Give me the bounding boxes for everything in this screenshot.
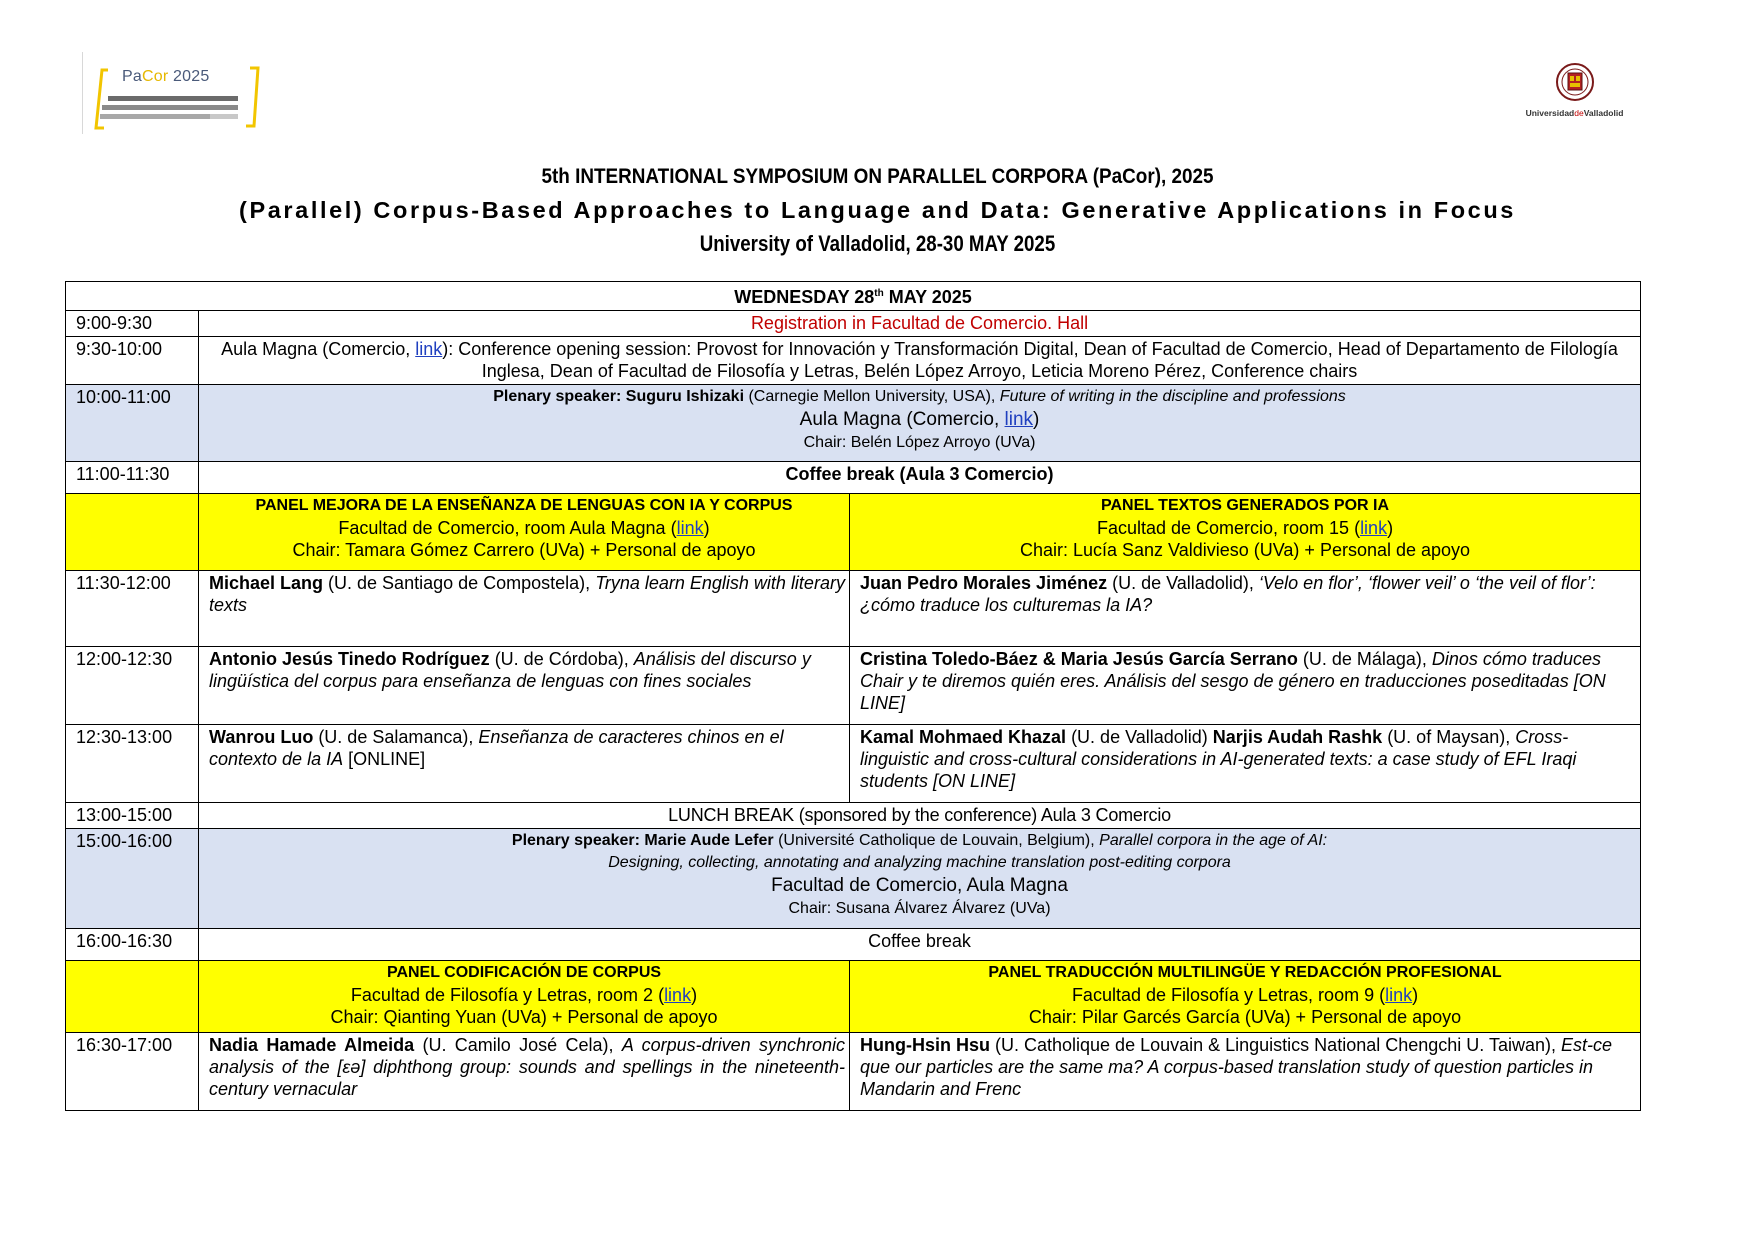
talk-cell: Wanrou Luo (U. de Salamanca), Enseñanza de caracteres chinos en el contexto de la IA [ONLINE] xyxy=(199,725,850,803)
registration-cell: Registration in Facultad de Comercio. Hall xyxy=(199,311,1641,337)
time-cell: 16:00-16:30 xyxy=(66,929,199,961)
pacor-logo-graphic xyxy=(82,52,262,134)
table-row xyxy=(66,829,1641,929)
time-cell: 13:00-15:00 xyxy=(66,803,199,829)
talk-cell: Juan Pedro Morales Jiménez (U. de Valladolid), ‘Velo en flor’, ‘flower veil’ o ‘the veil of flor’: ¿cómo traduce los culturemas la IA? xyxy=(850,571,1641,647)
panel-left-header: PANEL MEJORA DE LA ENSEÑANZA DE LENGUAS CON IA Y CORPUS Facultad de Comercio, room Aula Magna (link) Chair: Tamara Gómez Carrero (UVa) + Personal de apoyo xyxy=(199,494,850,571)
time-cell: 9:00-9:30 xyxy=(66,311,199,337)
time-cell: 11:00-11:30 xyxy=(66,462,199,494)
talk-cell: Cristina Toledo-Báez & Maria Jesús García Serrano (U. de Málaga), Dinos cómo traduces Chair y te diremos quién eres. Análisis del sesgo de género en traducciones poseditadas [ON LINE] xyxy=(850,647,1641,725)
plenary1-link[interactable]: link xyxy=(1004,409,1034,430)
university-seal-icon xyxy=(1555,62,1595,102)
coffee-break-cell: Coffee break (Aula 3 Comercio) xyxy=(199,462,1641,494)
table-row xyxy=(66,311,1641,337)
uva-logo-name: UniversidaddeValladolid xyxy=(1525,108,1624,118)
program-table xyxy=(65,281,1641,1111)
symposium-subtitle: (Parallel) Corpus-Based Approaches to Language and Data: Generative Applications in Focus xyxy=(239,197,1516,223)
time-cell: 12:00-12:30 xyxy=(66,647,199,725)
table-row xyxy=(66,803,1641,829)
panel-left-header: PANEL CODIFICACIÓN DE CORPUS Facultad de Filosofía y Letras, room 2 (link) Chair: Qianting Yuan (UVa) + Personal de apoyo xyxy=(199,961,850,1033)
lunch-cell: LUNCH BREAK (sponsored by the conference) Aula 3 Comercio xyxy=(199,803,1641,829)
symposium-title: 5th INTERNATIONAL SYMPOSIUM ON PARALLEL CORPORA (PaCor), 2025 xyxy=(541,165,1214,188)
pacor-logo xyxy=(82,52,262,134)
day-header-row xyxy=(66,282,1641,311)
table-row xyxy=(66,647,1641,725)
opening-session-cell: Aula Magna (Comercio, link): Conference opening session: Provost for Innovación y Transformación Digital, Dean of Facultad de Comercio, Head of Departamento de Filología Inglesa, Dean of Facultad de Filosofía y Letras, Belén López Arroyo, Leticia Moreno Pérez, Conference chairs xyxy=(199,337,1641,385)
panel-header-row xyxy=(66,961,1641,1033)
table-row xyxy=(66,462,1641,494)
panel-right-header: PANEL TEXTOS GENERADOS POR IA Facultad de Comercio, room 15 (link) Chair: Lucía Sanz Valdivieso (UVa) + Personal de apoyo xyxy=(850,494,1641,571)
empty-time-cell xyxy=(66,494,199,571)
uva-logo xyxy=(1512,62,1637,132)
table-row xyxy=(66,337,1641,385)
panel-right-link[interactable]: link xyxy=(1360,518,1388,538)
table-row xyxy=(66,571,1641,647)
panel-right-link[interactable]: link xyxy=(1385,985,1413,1005)
talk-cell: Kamal Mohmaed Khazal (U. de Valladolid) Narjis Audah Rashk (U. of Maysan), Cross-linguistic and cross-cultural considerations in AI-generated texts: a case study of EFL Iraqi students [ON LINE] xyxy=(850,725,1641,803)
empty-time-cell xyxy=(66,961,199,1033)
table-row xyxy=(66,929,1641,961)
talk-cell: Hung-Hsin Hsu (U. Catholique de Louvain & Linguistics National Chengchi U. Taiwan), Est-ce que our particles are the same ma? A corpus-based translation study of question particles in Mandarin and Frenc xyxy=(850,1033,1641,1111)
opening-link[interactable]: link xyxy=(415,339,443,359)
table-row xyxy=(66,725,1641,803)
talk-cell: Antonio Jesús Tinedo Rodríguez (U. de Córdoba), Análisis del discurso y lingüística del corpus para enseñanza de lenguas con fines sociales xyxy=(199,647,850,725)
talk-cell: Michael Lang (U. de Santiago de Compostela), Tryna learn English with literary texts xyxy=(199,571,850,647)
talk-cell: Nadia Hamade Almeida (U. Camilo José Cela), A corpus-driven synchronic analysis of the [εə] diphthong group: sounds and spellings in the nineteenth-century vernacular xyxy=(199,1033,850,1111)
panel-left-link[interactable]: link xyxy=(676,518,704,538)
day-header: WEDNESDAY 28th MAY 2025 xyxy=(66,282,1641,311)
plenary-cell: Plenary speaker: Marie Aude Lefer (Université Catholique de Louvain, Belgium), Parallel corpora in the age of AI: Designing, collecting, annotating and analyzing machine translation post-editing corpora Facultad de Comercio, Aula Magna Chair: Susana Álvarez Álvarez (UVa) xyxy=(199,829,1641,929)
time-cell: 10:00-11:00 xyxy=(66,385,199,462)
time-cell: 12:30-13:00 xyxy=(66,725,199,803)
time-cell: 11:30-12:00 xyxy=(66,571,199,647)
symposium-venue-dates: University of Valladolid, 28-30 MAY 2025 xyxy=(699,231,1056,256)
plenary-cell: Plenary speaker: Suguru Ishizaki (Carnegie Mellon University, USA), Future of writing in the discipline and professions Aula Magna (Comercio, link) Chair: Belén López Arroyo (UVa) xyxy=(199,385,1641,462)
panel-left-link[interactable]: link xyxy=(664,985,692,1005)
time-cell: 9:30-10:00 xyxy=(66,337,199,385)
table-row xyxy=(66,1033,1641,1111)
coffee-break-cell: Coffee break xyxy=(199,929,1641,961)
time-cell: 15:00-16:00 xyxy=(66,829,199,929)
panel-right-header: PANEL TRADUCCIÓN MULTILINGÜE Y REDACCIÓN PROFESIONAL Facultad de Filosofía y Letras, room 9 (link) Chair: Pilar Garcés García (UVa) + Personal de apoyo xyxy=(850,961,1641,1033)
table-row xyxy=(66,385,1641,462)
pacor-logo-text: PaCor 2025 xyxy=(122,68,210,85)
panel-header-row xyxy=(66,494,1641,571)
time-cell: 16:30-17:00 xyxy=(66,1033,199,1111)
